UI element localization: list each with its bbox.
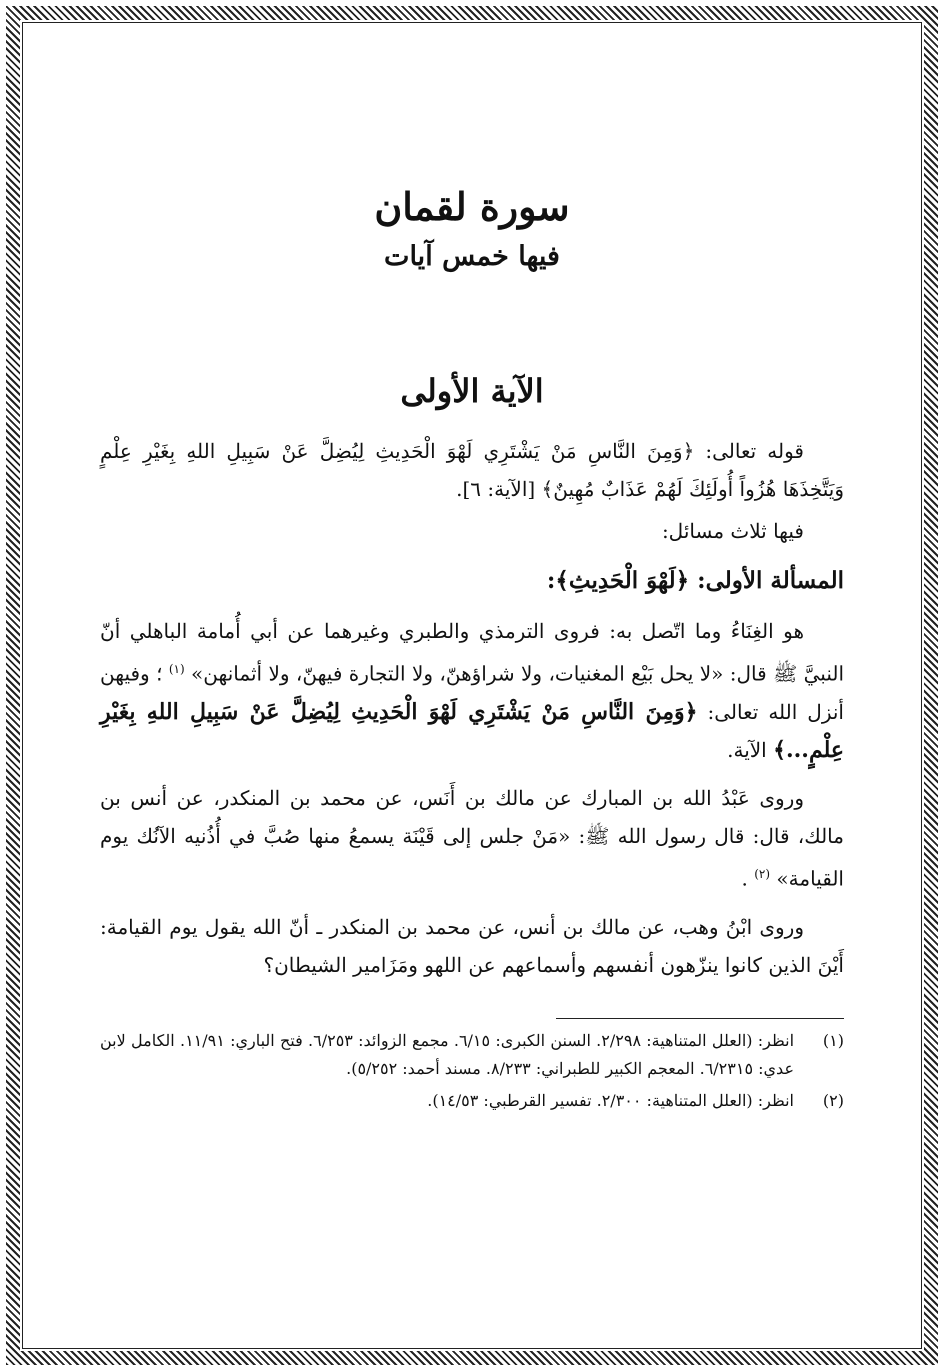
paragraph-text: وروى عَبْدُ الله بن المبارك عن مالك بن أَنَس، عن محمد بن المنكدر، عن أنس بن مالك، قال: قال رسول الله ﷺ: «مَنْ جلس إلى قَيْنَة يسمعُ منها صُبَّ في أُذُنيه الآنُك يوم القيامة» bbox=[100, 785, 844, 891]
ayah-heading: الآية الأولى bbox=[400, 372, 544, 411]
page-content bbox=[100, 180, 844, 1115]
footnote-separator bbox=[556, 1018, 844, 1019]
surah-title: سورة لقمان bbox=[374, 184, 570, 229]
footnote-number: (٢) bbox=[822, 1090, 844, 1110]
surah-subtitle: فيها خمس آيات bbox=[384, 241, 560, 273]
footnote-number: (١) bbox=[822, 1030, 844, 1050]
footnote-ref-2[interactable]: (٢) bbox=[754, 866, 771, 881]
footnote-ref-1[interactable]: (١) bbox=[168, 662, 185, 677]
paragraph-ghina bbox=[100, 612, 844, 769]
paragraph-text: هو الغِنَاءُ وما اتّصل به: فروى الترمذي والطبري وغيرهما عن أبي أُمامة الباهلي أنّ النبيَّ ﷺ قال: «لا يحل بَيْع المغنيات، ولا شراؤهنّ، ولا التجارة فيهنّ، ولا أثمانهن» bbox=[100, 619, 845, 686]
paragraph-text: ؛ وفيهن أنزل الله تعالى: bbox=[100, 661, 844, 724]
footnote-text: انظر: (العلل المتناهية: ٢/٣٠٠. تفسير القرطبي: ١٤/٥٣). bbox=[427, 1090, 794, 1110]
paragraph-ibn-wahb: وروى ابْنُ وهب، عن مالك بن أنس، عن محمد بن المنكدر ـ أنّ الله يقول يوم القيامة: أَيْنَ الذين كانوا ينزّهون أنفسهم وأسماعهم عن اللهو ومَزَامير الشيطان؟ bbox=[100, 914, 844, 977]
paragraph-ibn-mubarak bbox=[100, 779, 844, 898]
paragraph-text: الآية. bbox=[727, 737, 767, 762]
quran-verse-paragraph: قوله تعالى: ﴿وَمِنَ النَّاسِ مَنْ يَشْتَرِي لَهْوَ الْحَدِيثِ لِيُضِلَّ عَنْ سَبِيلِ اللهِ بِغَيْرِ عِلْمٍ وَيَتَّخِذَهَا هُزُواً أُولَئِكَ لَهُمْ عَذَابٌ مُهِينٌ﴾ [الآية: ٦]. bbox=[100, 439, 844, 502]
issues-intro: فيها ثلاث مسائل: bbox=[661, 519, 804, 544]
quran-quote: ﴿وَمِنَ النَّاسِ مَنْ يَشْتَرِي لَهْوَ الْحَدِيثِ لِيُضِلَّ عَنْ سَبِيلِ اللهِ بِغَيْرِ عِلْمٍ...﴾ bbox=[100, 698, 844, 763]
footnote bbox=[100, 1027, 844, 1083]
issue-heading: المسألة الأولى: ﴿لَهْوَ الْحَدِيثِ﴾: bbox=[546, 567, 844, 595]
footnote-text: انظر: (العلل المتناهية: ٢/٢٩٨. السنن الكبرى: ٦/١٥. مجمع الزوائد: ٦/٢٥٣. فتح الباري: ١١/٩١. الكامل لابن عدي: ٦/٢٣١٥. المعجم الكبير للطبراني: ٨/٢٣٣. مسند أحمد: ٥/٢٥٢). bbox=[100, 1030, 795, 1078]
paragraph-text: . bbox=[741, 866, 748, 891]
footnote bbox=[100, 1087, 844, 1115]
